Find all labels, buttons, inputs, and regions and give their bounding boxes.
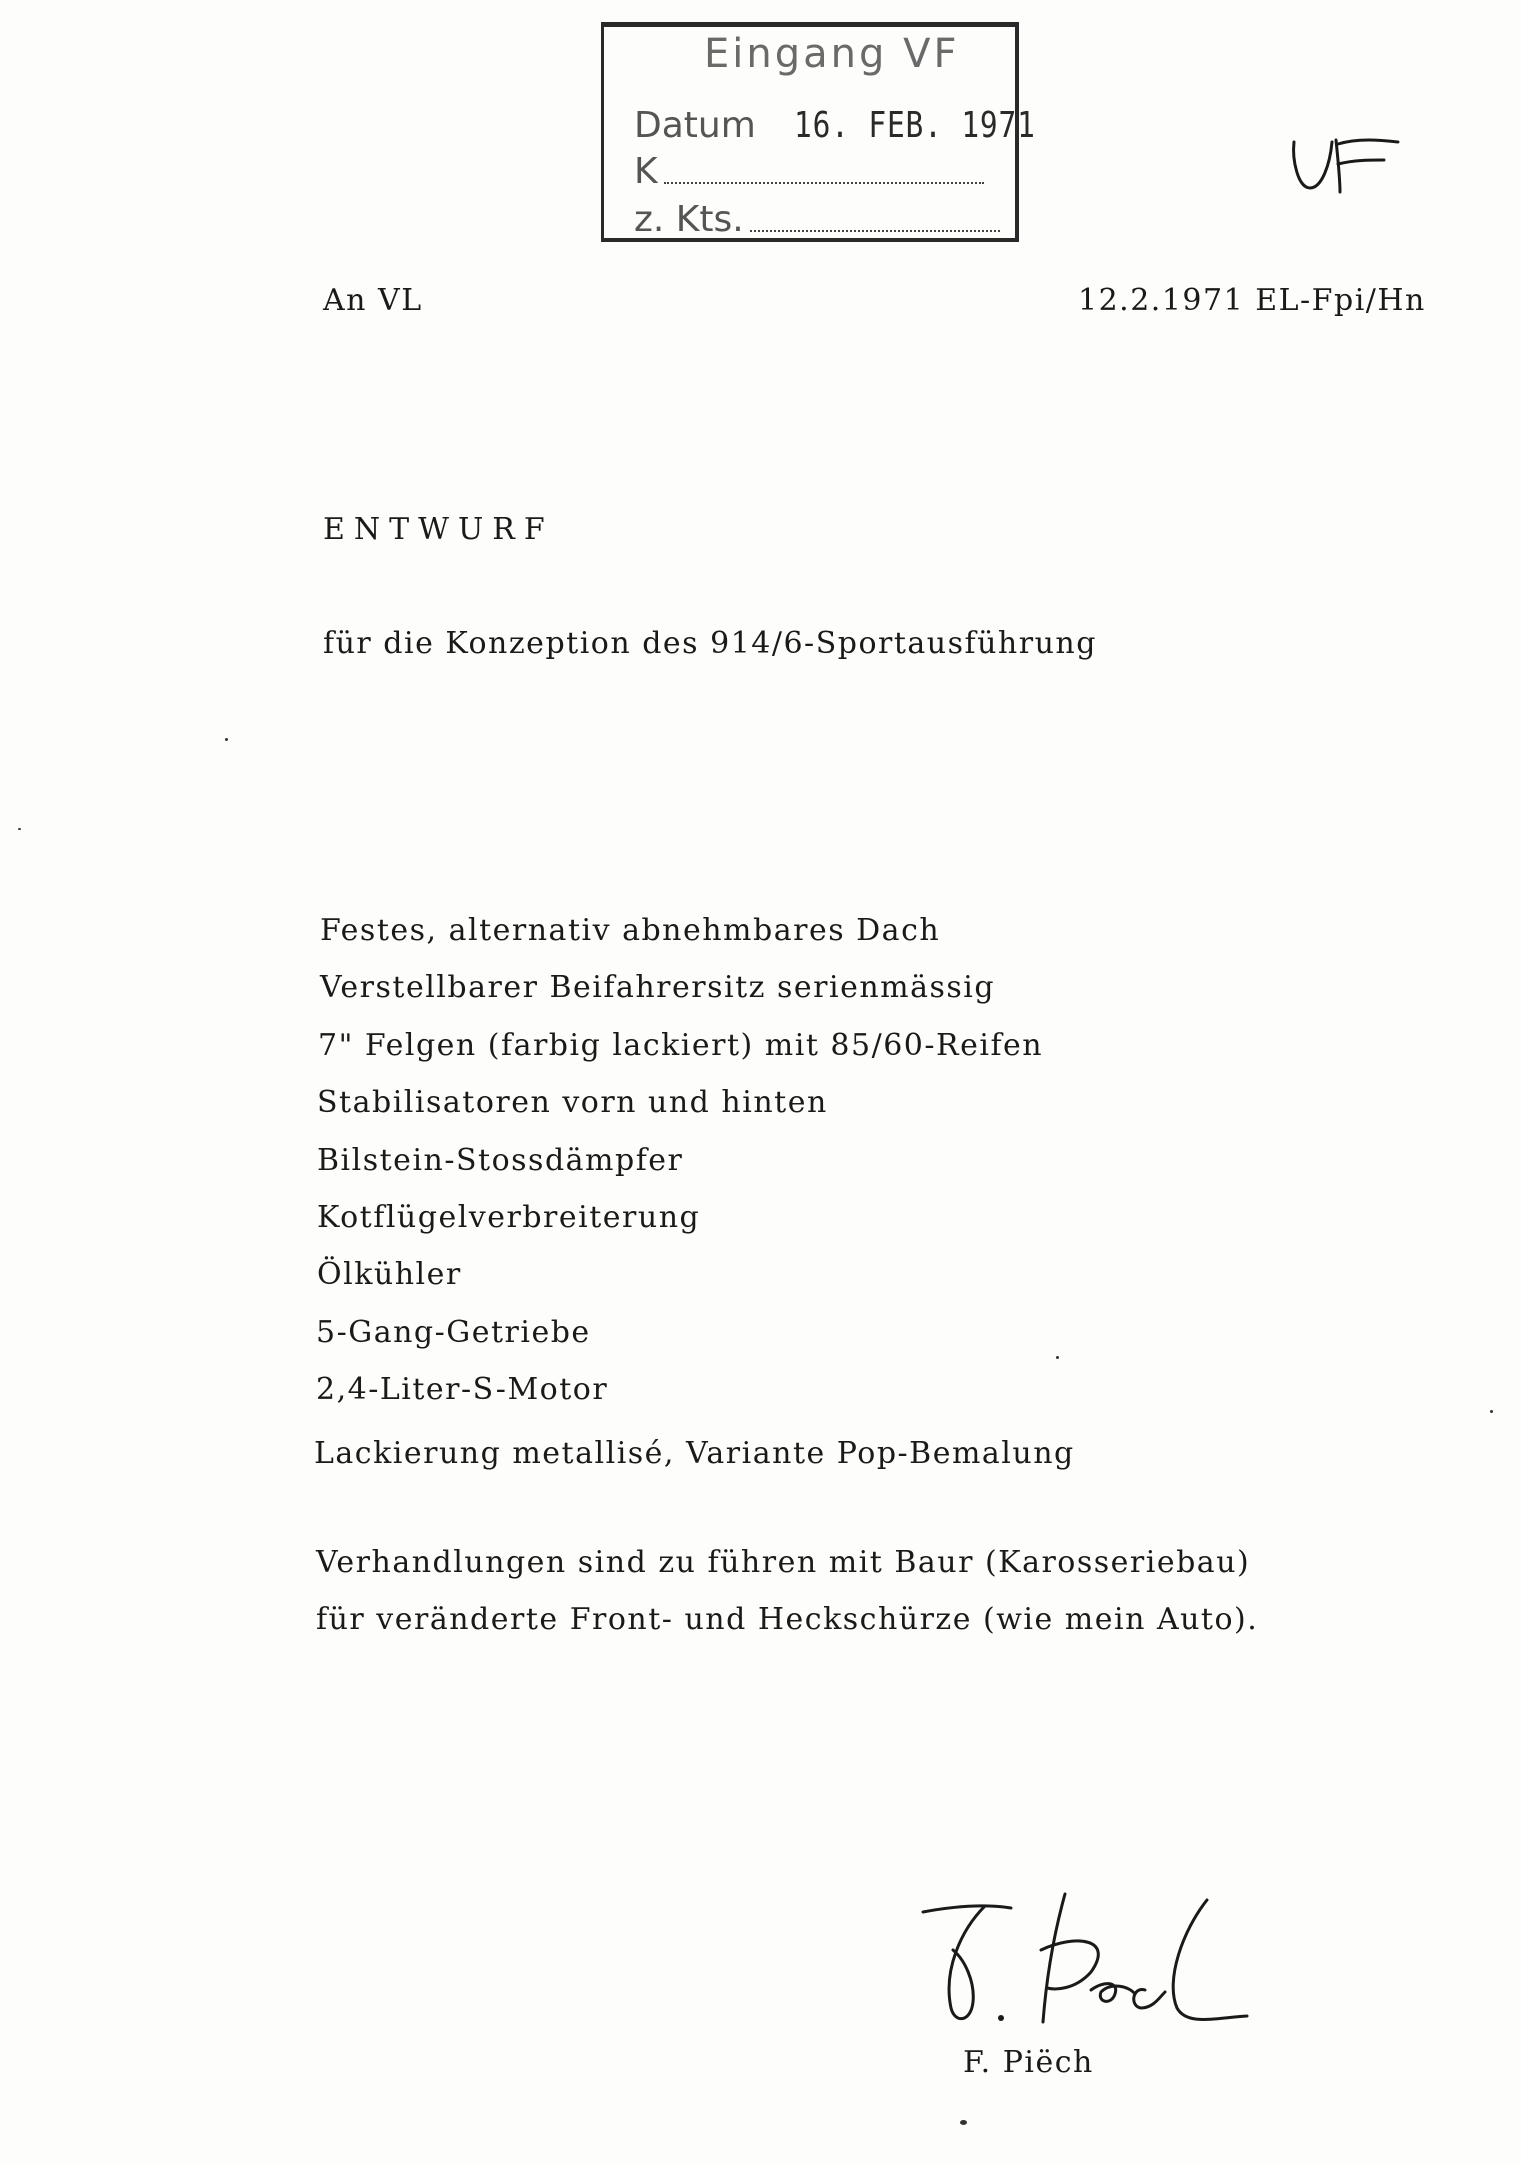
recipient: An VL [323, 283, 423, 318]
feature-item: Bilstein-Stossdämpfer [317, 1143, 684, 1178]
signature-dot [998, 2015, 1004, 2021]
scan-speck [960, 2120, 967, 2125]
feature-item: 2,4-Liter-S-Motor [316, 1372, 609, 1407]
stamp-datum-row [634, 105, 1089, 146]
stamp-k-row [634, 151, 984, 192]
feature-item: Ölkühler [317, 1257, 462, 1292]
negotiation-line: für veränderte Front- und Heckschürze (wie mein Auto). [316, 1602, 1259, 1637]
scan-speck [1056, 1356, 1059, 1359]
negotiation-line: Verhandlungen sind zu führen mit Baur (Karosseriebau) [316, 1545, 1251, 1580]
stamp-title: Eingang VF [704, 31, 960, 77]
scan-speck [225, 738, 228, 741]
feature-item: Lackierung metallisé, Variante Pop-Bemalung [314, 1436, 1075, 1471]
stamp-datum-label: Datum [634, 105, 756, 146]
feature-item: 5-Gang-Getriebe [316, 1315, 591, 1350]
stamp-k-label: K [634, 151, 658, 192]
feature-item: Festes, alternativ abnehmbares Dach [320, 913, 941, 948]
scan-speck [18, 828, 21, 830]
stamp-zkts-label: z. Kts. [634, 199, 744, 240]
document-title: ENTWURF [323, 512, 554, 547]
stamp-k-line [664, 182, 984, 184]
stamp-zkts-line [750, 230, 1000, 232]
feature-item: Kotflügelverbreiterung [317, 1200, 701, 1235]
date-reference: 12.2.1971 EL-Fpi/Hn [1078, 283, 1426, 318]
handwritten-initials [1288, 130, 1408, 200]
handwritten-signature [915, 1890, 1250, 2040]
feature-item: 7" Felgen (farbig lackiert) mit 85/60-Reifen [318, 1028, 1044, 1063]
document-subtitle: für die Konzeption des 914/6-Sportausführung [323, 626, 1097, 661]
scan-speck [1490, 1410, 1493, 1413]
stamp-datum-value: 16. FEB. 1971 [793, 105, 1036, 146]
stamp-zkts-row [634, 199, 1000, 240]
received-stamp [601, 22, 1036, 242]
signature-name: F. Piëch [963, 2045, 1094, 2080]
feature-item: Stabilisatoren vorn und hinten [317, 1085, 828, 1120]
feature-item: Verstellbarer Beifahrersitz serienmässig [320, 970, 996, 1005]
